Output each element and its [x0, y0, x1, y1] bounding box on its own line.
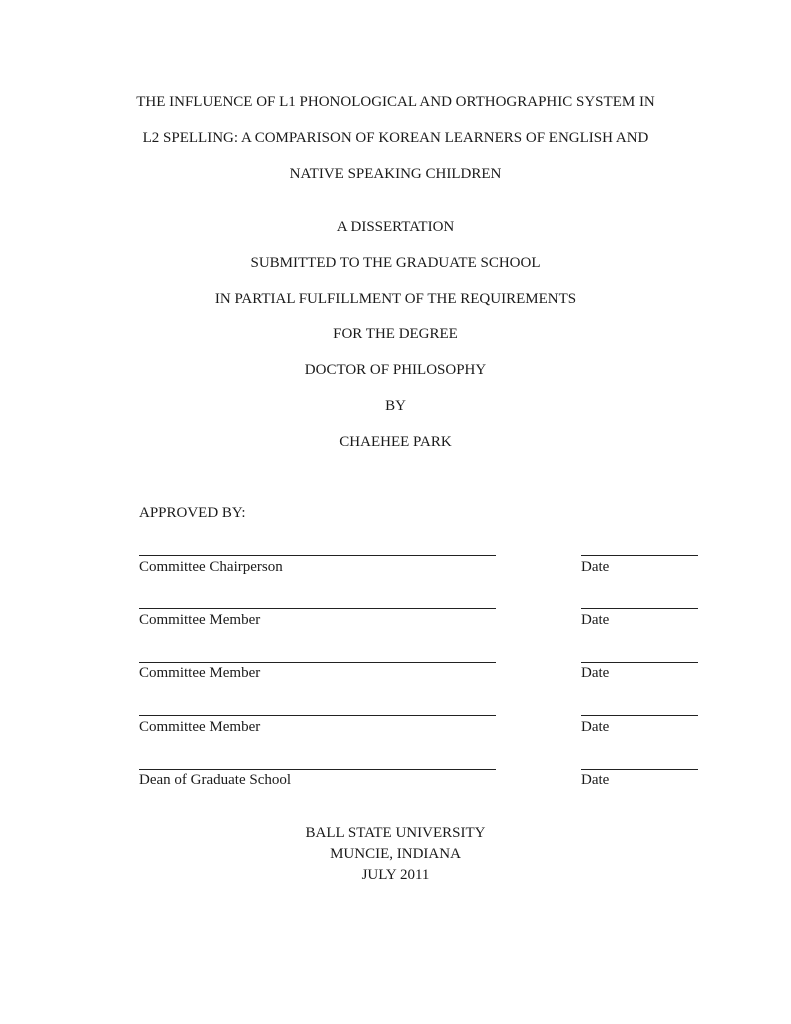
date-label: Date: [581, 612, 610, 628]
document-type: A DISSERTATION: [336, 219, 455, 235]
title-line-2: L2 SPELLING: A COMPARISON OF KOREAN LEARNERS OF ENGLISH AND: [142, 130, 649, 146]
title-line-1: THE INFLUENCE OF L1 PHONOLOGICAL AND ORTHOGRAPHIC SYSTEM IN: [136, 94, 655, 110]
degree-name: DOCTOR OF PHILOSOPHY: [304, 362, 487, 378]
date-label: Date: [581, 719, 610, 735]
date-label: Date: [581, 665, 610, 681]
signature-line: [139, 555, 496, 556]
signature-line: [139, 608, 496, 609]
date-line: [581, 715, 698, 716]
by-label: BY: [385, 398, 406, 414]
signature-role-dean: Dean of Graduate School: [139, 772, 292, 788]
fulfillment-statement: IN PARTIAL FULFILLMENT OF THE REQUIREMENTS: [214, 291, 577, 307]
approved-by-heading: APPROVED BY:: [139, 505, 246, 521]
date-label: Date: [581, 559, 610, 575]
submitted-to: SUBMITTED TO THE GRADUATE SCHOOL: [250, 255, 541, 271]
date-line: [581, 608, 698, 609]
signature-role-member: Committee Member: [139, 719, 261, 735]
university-name: BALL STATE UNIVERSITY: [305, 825, 486, 841]
signature-role-chairperson: Committee Chairperson: [139, 559, 283, 575]
date-line: [581, 769, 698, 770]
submission-date: JULY 2011: [361, 867, 430, 883]
signature-line: [139, 769, 496, 770]
signature-line: [139, 662, 496, 663]
date-line: [581, 662, 698, 663]
title-line-3: NATIVE SPEAKING CHILDREN: [289, 166, 502, 182]
university-location: MUNCIE, INDIANA: [330, 846, 461, 862]
signature-role-member: Committee Member: [139, 665, 261, 681]
for-the-degree: FOR THE DEGREE: [333, 326, 458, 342]
signature-role-member: Committee Member: [139, 612, 261, 628]
date-label: Date: [581, 772, 610, 788]
date-line: [581, 555, 698, 556]
author-name: CHAEHEE PARK: [339, 434, 452, 450]
signature-line: [139, 715, 496, 716]
